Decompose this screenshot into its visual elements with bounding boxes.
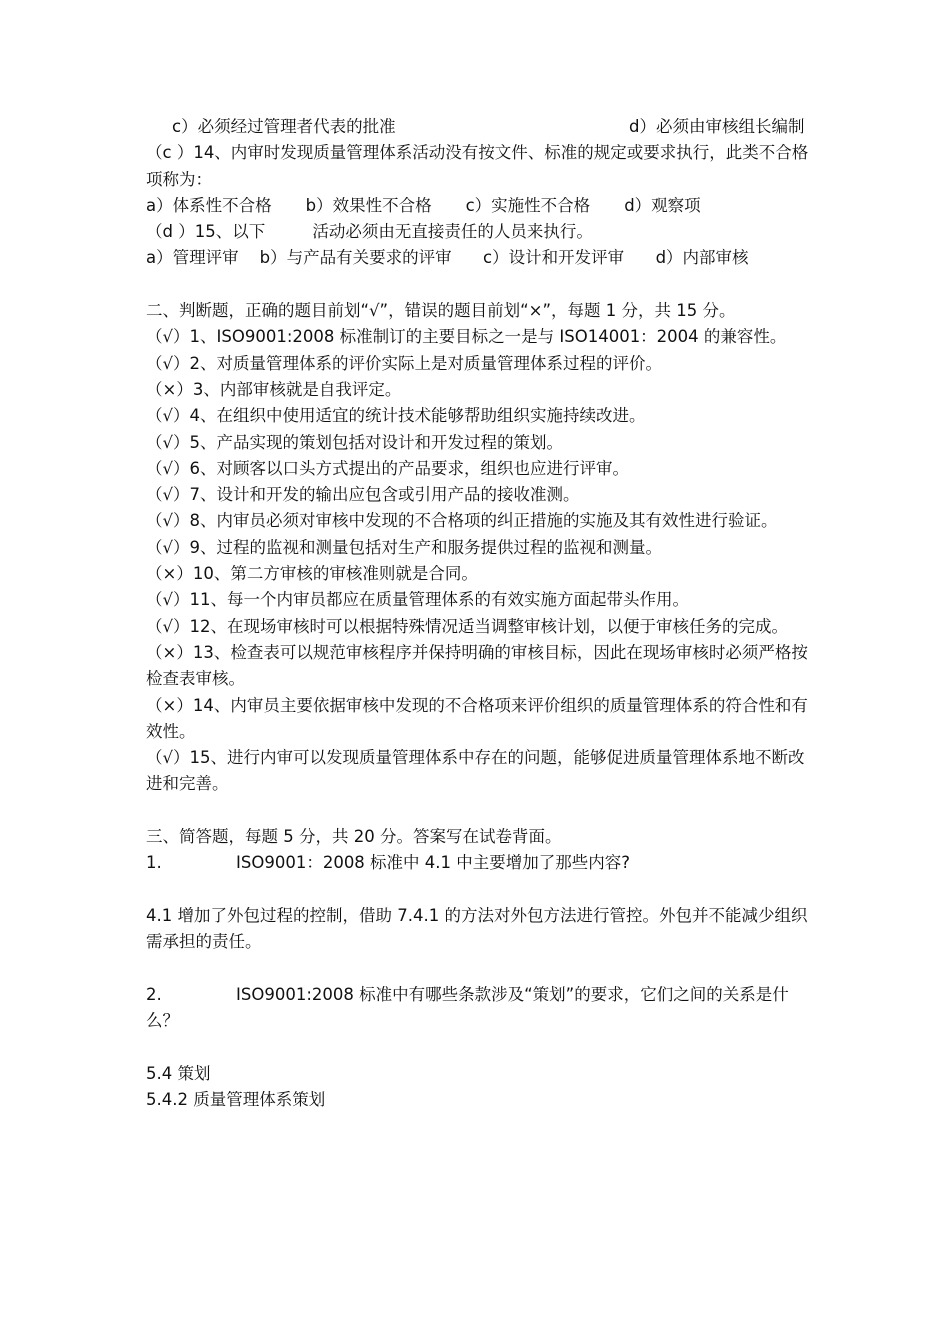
judgment-item-7: （√）7、设计和开发的输出应包含或引用产品的接收准测。 [146,485,580,505]
section-2-heading: 二、判断题，正确的题目前划“√”，错误的题目前划“×”，每题 1 分，共 15 分。 [146,301,736,321]
section-3-heading: 三、简答题，每题 5 分，共 20 分。答案写在试卷背面。 [146,827,562,847]
question-number: 2. [146,984,162,1004]
option-a: a）体系性不合格 [146,195,272,215]
spacer [146,956,814,982]
question-14: （c ）14、内审时发现质量管理体系活动没有按文件、标准的规定或要求执行，此类不合格项称为： [146,143,809,189]
question-number: 1. [146,853,162,873]
answer-2-line-2: 5.4.2 质量管理体系策划 [146,1089,326,1109]
question-text: ISO9001:2008 标准中有哪些条款涉及“策划”的要求，它们之间的关系是什么？ [146,984,789,1031]
judgment-item-5: （√）5、产品实现的策划包括对设计和开发过程的策划。 [146,432,564,452]
option-c: c）实施性不合格 [465,195,591,215]
judgment-item-12: （√）12、在现场审核时可以根据特殊情况适当调整审核计划，以便于审核任务的完成。 [146,616,789,636]
judgment-item-9: （√）9、过程的监视和测量包括对生产和服务提供过程的监视和测量。 [146,537,663,557]
question-15: （d ）15、以下 活动必须由无直接责任的人员来执行。 [146,222,593,242]
judgment-item-10: （×）10、第二方审核的审核准则就是合同。 [146,564,478,584]
judgment-item-14: （×）14、内审员主要依据审核中发现的不合格项来评价组织的质量管理体系的符合性和有效性。 [146,695,808,741]
question-13-options-cd [146,114,814,140]
short-answer-question-2 [146,982,814,1035]
judgment-item-1: （√）1、ISO9001:2008 标准制订的主要目标之一是与 ISO14001：2004 的兼容性。 [146,327,787,347]
judgment-item-3: （×）3、内部审核就是自我评定。 [146,379,402,399]
spacer [146,1034,814,1060]
judgment-item-13: （×）13、检查表可以规范审核程序并保持明确的审核目标，因此在现场审核时必须严格按检查表审核。 [146,642,808,689]
question-text: ISO9001：2008 标准中 4.1 中主要增加了那些内容? [236,853,631,873]
short-answer-question-1 [146,850,814,876]
option-d: d）必须由审核组长编制 [629,117,805,136]
document-page [146,114,814,1113]
judgment-item-2: （√）2、对质量管理体系的评价实际上是对质量管理体系过程的评价。 [146,353,663,373]
spacer [146,272,814,298]
spacer [146,798,814,824]
option-d: d）观察项 [624,195,701,215]
judgment-item-11: （√）11、每一个内审员都应在质量管理体系的有效实施方面起带头作用。 [146,590,690,610]
option-c: c）必须经过管理者代表的批准 [172,117,396,136]
question-15-options: a）管理评审 b）与产品有关要求的评审 c）设计和开发评审 d）内部审核 [146,248,749,268]
judgment-item-4: （√）4、在组织中使用适宜的统计技术能够帮助组织实施持续改进。 [146,406,646,426]
question-14-options [146,193,814,219]
judgment-item-15: （√）15、进行内审可以发现质量管理体系中存在的问题，能够促进质量管理体系地不断改进和完善。 [146,748,805,794]
answer-2-line-1: 5.4 策划 [146,1063,211,1083]
option-b: b）效果性不合格 [305,195,432,215]
spacer [146,877,814,903]
answer-1: 4.1 增加了外包过程的控制，借助 7.4.1 的方法对外包方法进行管控。外包并不能减少组织需承担的责任。 [146,905,808,952]
judgment-item-6: （√）6、对顾客以口头方式提出的产品要求，组织也应进行评审。 [146,458,630,478]
judgment-item-8: （√）8、内审员必须对审核中发现的不合格项的纠正措施的实施及其有效性进行验证。 [146,511,778,531]
